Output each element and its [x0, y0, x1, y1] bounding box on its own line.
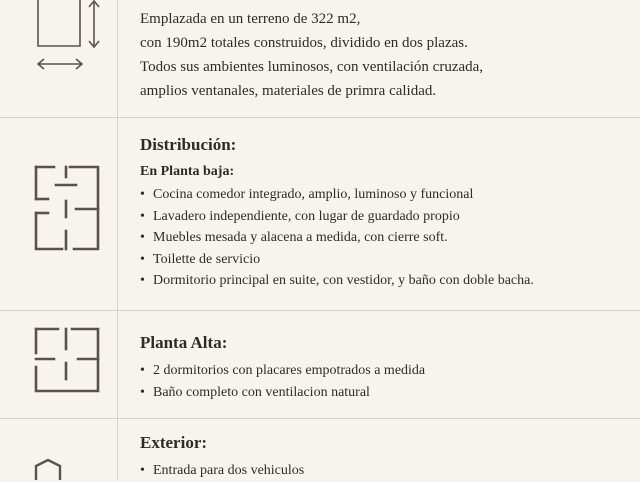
dimensions-icon [30, 0, 110, 76]
intro-text [140, 7, 620, 103]
section-divider [0, 418, 640, 419]
list-item: • Entrada para dos vehiculos [140, 460, 620, 482]
exterior-title: Exterior: [140, 433, 208, 452]
exterior-icon [34, 458, 100, 480]
section-divider [0, 117, 640, 118]
intro-line: con 190m2 totales construidos, dividido en dos plazas. [140, 35, 468, 51]
list-item: • Toilette de servicio [140, 249, 620, 271]
intro-line: Todos sus ambientes luminosos, con ventilación cruzada, [140, 59, 484, 75]
list-item: • 2 dormitorios con placares empotrados a medida [140, 360, 620, 382]
section-divider [0, 310, 640, 311]
column-divider [117, 0, 118, 480]
exterior-list [140, 460, 620, 482]
list-item: • Cocina comedor integrado, amplio, luminoso y funcional [140, 184, 620, 206]
distribucion-title: Distribución: [140, 135, 237, 154]
planta-baja-subtitle: En Planta baja: [140, 164, 235, 179]
floor-plan-upper-icon [34, 327, 100, 393]
planta-baja-list [140, 184, 620, 292]
list-item: • Muebles mesada y alacena a medida, con cierre soft. [140, 227, 620, 249]
intro-line: Emplazada en un terreno de 322 m2, [140, 11, 361, 27]
planta-alta-list [140, 360, 620, 403]
list-item: • Dormitorio principal en suite, con vestidor, y baño con doble bacha. [140, 270, 620, 292]
planta-alta-title: Planta Alta: [140, 333, 228, 352]
exterior-section [140, 432, 620, 482]
list-item: • Baño completo con ventilacion natural [140, 382, 620, 404]
floor-plan-ground-icon [34, 165, 100, 251]
intro-line: amplios ventanales, materiales de primra calidad. [140, 83, 437, 99]
planta-alta-section [140, 332, 620, 403]
list-item: • Lavadero independiente, con lugar de guardado propio [140, 206, 620, 228]
distribucion-section [140, 134, 620, 292]
